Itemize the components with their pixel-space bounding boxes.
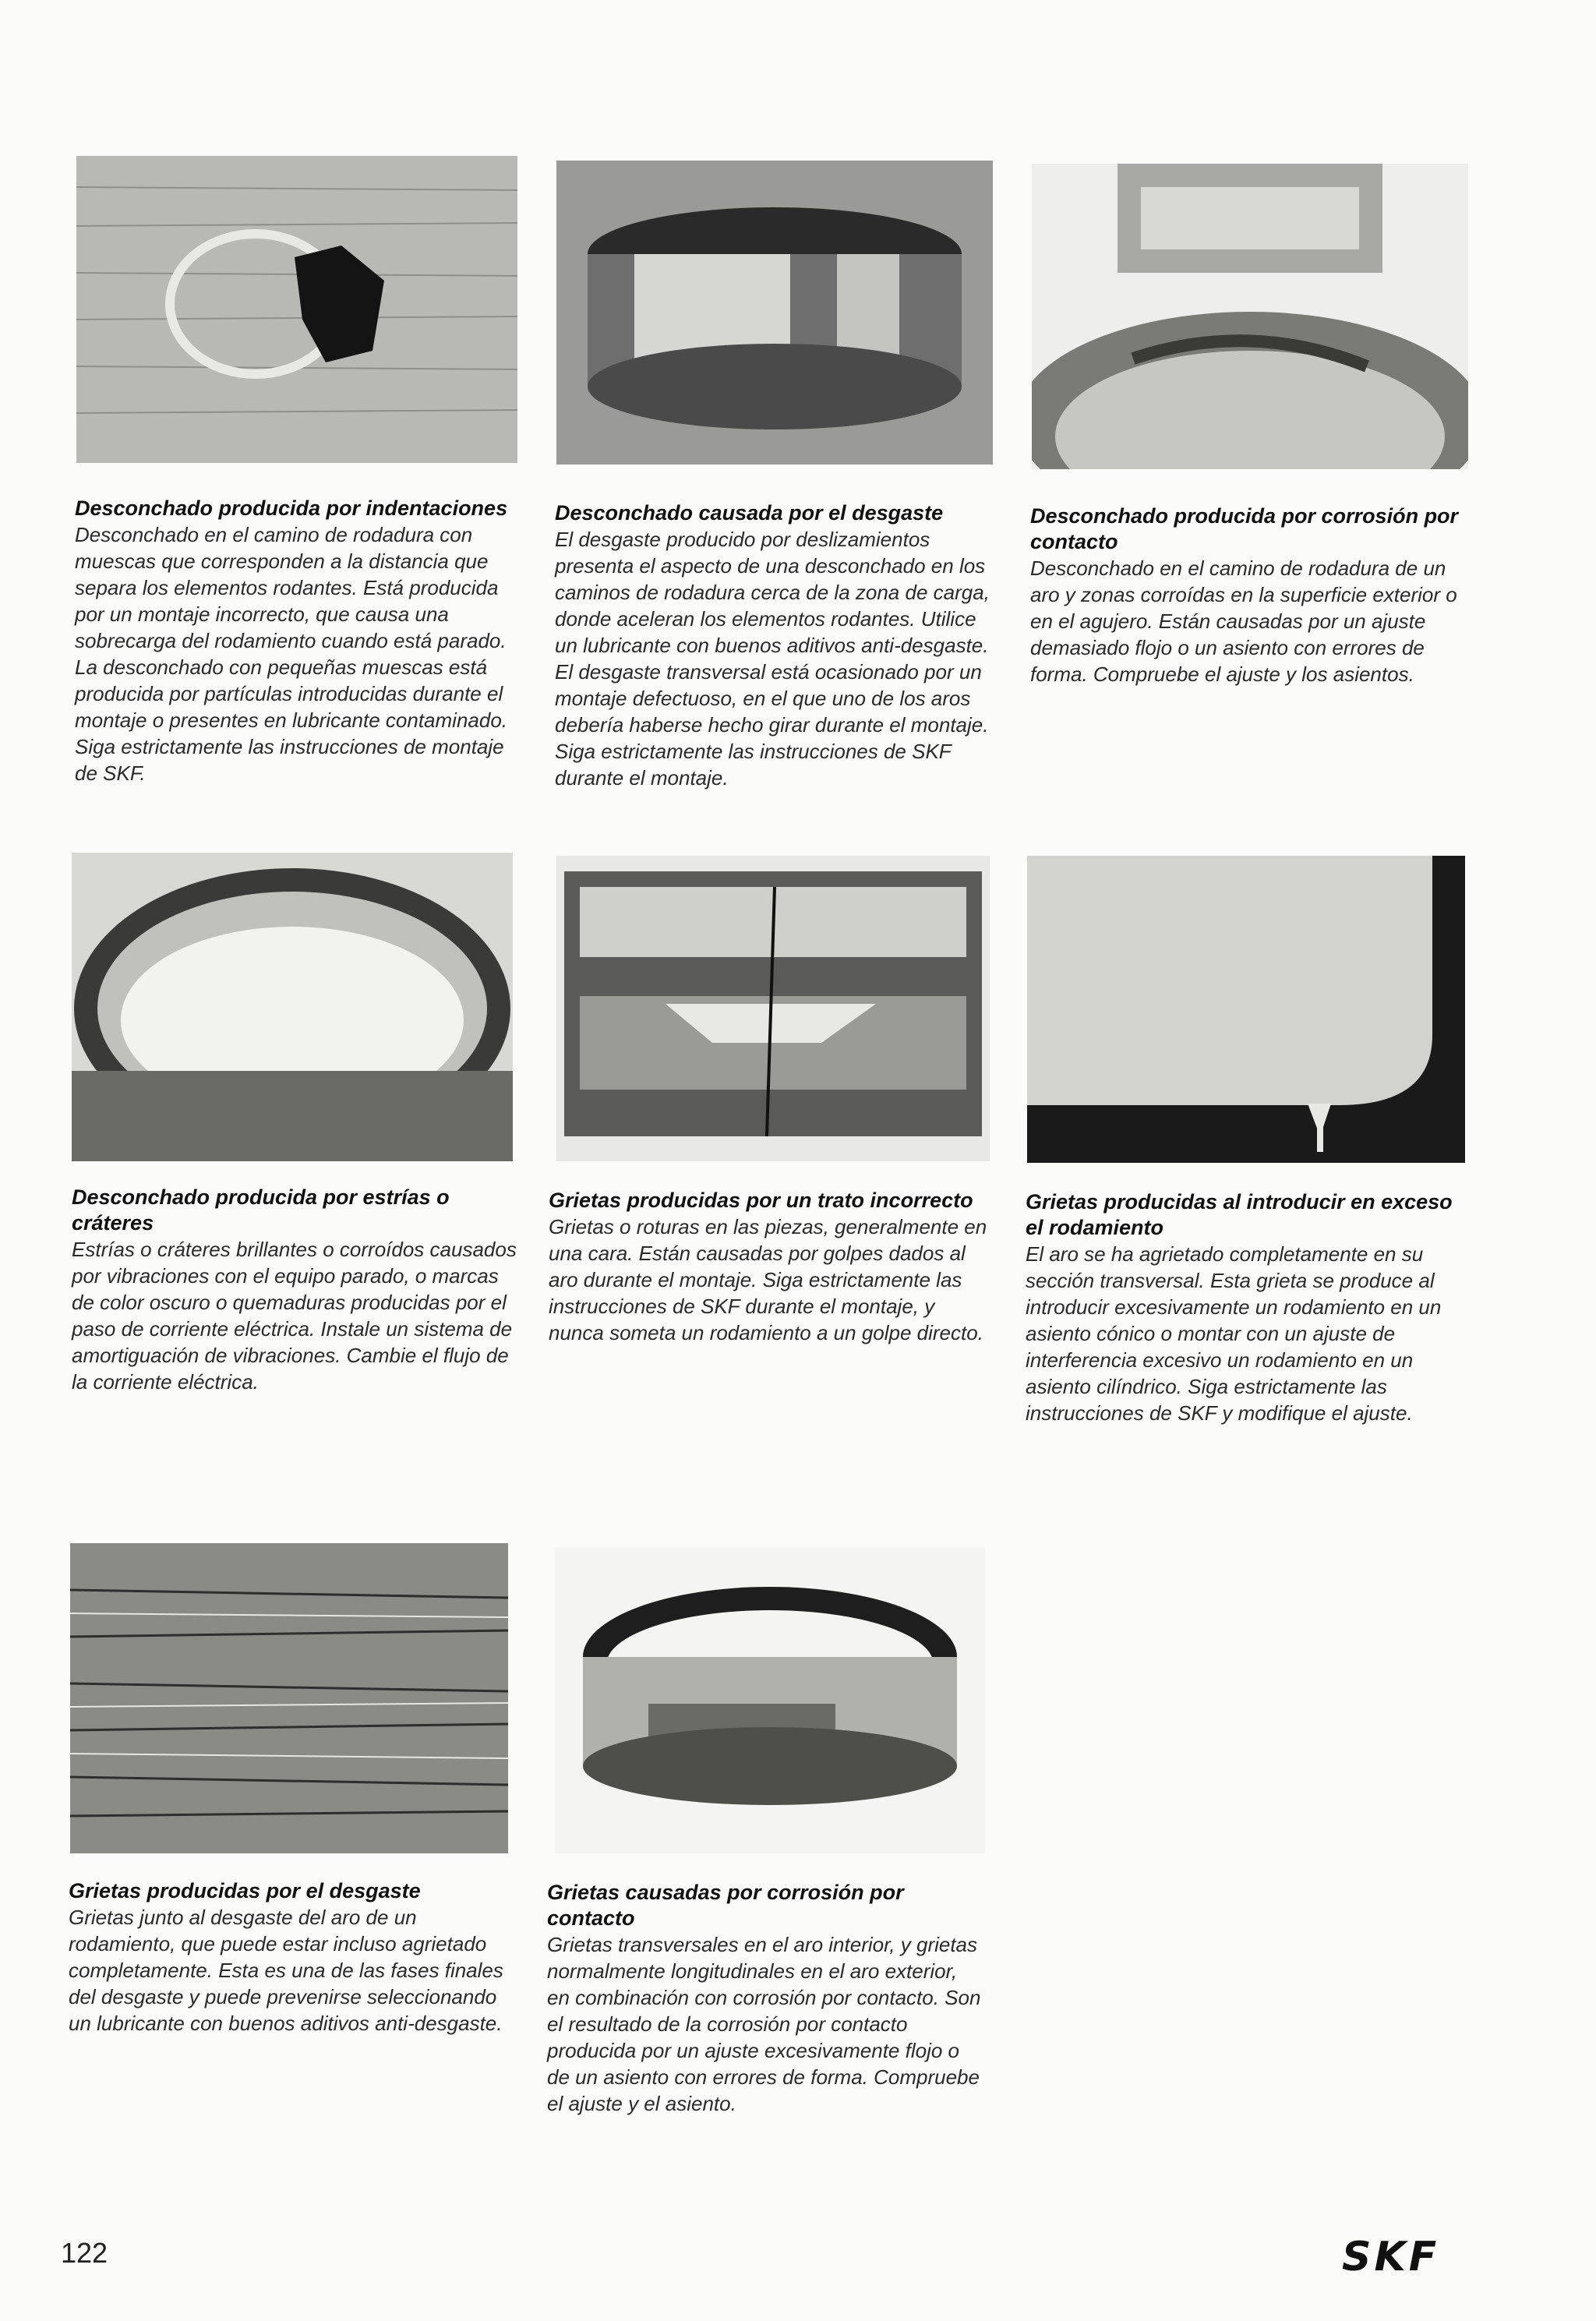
- caption-block: [75, 496, 521, 786]
- caption-block: [555, 500, 993, 791]
- caption-text: El aro se ha agrietado completamente en su sección transversal. Esta grieta se produce al introducir excesivamente un rodamiento en un asiento cónico o montar con un ajuste de interferencia excesivo un rodamiento en un asiento cilíndrico. Siga estrictamente las instrucciones de SKF y modifique el ajuste.: [1026, 1242, 1442, 1425]
- photo-cracked-ring-mishandling: [556, 856, 990, 1161]
- caption-text: Grietas o roturas en las piezas, generalmente en una cara. Están causadas por golpes dados al aro durante el montaje. Siga estrictamente las instrucciones de SKF durante el montaje, y nunca someta un rodamiento a un golpe directo.: [549, 1215, 987, 1344]
- photo-fretting-cracks: [555, 1548, 985, 1853]
- caption-block: [72, 1185, 517, 1395]
- caption-title: Desconchado producida por corrosión por contacto: [1030, 504, 1459, 553]
- caption-block: [549, 1188, 990, 1346]
- photo-wear-spalling-ring: [556, 161, 993, 465]
- caption-block: [69, 1878, 511, 2037]
- caption-title: Grietas producidas al introducir en exceso el rodamiento: [1026, 1190, 1453, 1239]
- caption-title: Desconchado producida por indentaciones: [75, 496, 508, 520]
- caption-text: Estrías o cráteres brillantes o corroídos causados por vibraciones con el equipo parado, o marcas de color oscuro o quemaduras producidas por el paso de corriente eléctrica. Instale un sistema de amortiguación de vibraciones. Cambie el flujo de la corriente eléctrica.: [72, 1238, 517, 1394]
- photo-indentation-spalling: [76, 156, 517, 463]
- caption-title: Grietas causadas por corrosión por contacto: [547, 1881, 904, 1930]
- photo-wear-cracks: [70, 1543, 508, 1853]
- caption-text: El desgaste producido por deslizamientos presenta el aspecto de una desconchado en los caminos de rodadura cerca de la zona de carga, donde aceleran los elementos rodantes. Utilice un lubricante con buenos aditivos anti-desgaste. El desgaste transversal está ocasionado por un montaje defectuoso, en el que uno de los aros debería haberse hecho girar durante el montaje. Siga estrictamente las instrucciones de SKF durante el montaje.: [555, 528, 990, 790]
- page-number: 122: [61, 2237, 108, 2269]
- caption-block: [1030, 503, 1468, 687]
- caption-title: Desconchado causada por el desgaste: [555, 501, 944, 525]
- caption-title: Desconchado producida por estrías o cráteres: [72, 1185, 450, 1235]
- photo-fretting-spalling: [1032, 164, 1468, 469]
- caption-block: [1026, 1189, 1467, 1426]
- caption-text: Grietas junto al desgaste del aro de un rodamiento, que puede estar incluso agrietado completamente. Esta es una de las fases finales del desgaste y puede prevenirse seleccionando un lubricante con buenos aditivos anti-desgaste.: [69, 1906, 503, 2035]
- caption-text: Desconchado en el camino de rodadura de un aro y zonas corroídas en la superficie exterior o en el agujero. Están causadas por un ajuste demasiado flojo o un asiento con errores de forma. Compruebe el ajuste y los asientos.: [1030, 556, 1457, 686]
- caption-block: [547, 1880, 983, 2117]
- caption-text: Desconchado en el camino de rodadura con muescas que corresponden a la distancia que separa los elementos rodantes. Está producida por un montaje incorrecto, que causa una sobrecarga del rodamiento cuando está parado. La desconchado con pequeñas muescas está producida por partículas introducidas durante el montaje o presentes en lubricante contaminado. Siga estrictamente las instrucciones de montaje de SKF.: [75, 523, 508, 785]
- caption-title: Grietas producidas por un trato incorrecto: [549, 1189, 973, 1212]
- photo-crack-overdrive: [1027, 856, 1465, 1163]
- skf-logo: SKF: [1342, 2234, 1440, 2280]
- caption-title: Grietas producidas por el desgaste: [69, 1879, 421, 1902]
- photo-fluting-craters: [72, 853, 513, 1161]
- caption-text: Grietas transversales en el aro interior, y grietas normalmente longitudinales en el aro exterior, en combinación con corrosión por contacto. Son el resultado de la corrosión por contacto producida por un ajuste excesivamente flojo o de un asiento con errores de forma. Compruebe el ajuste y el asiento.: [547, 1933, 981, 2115]
